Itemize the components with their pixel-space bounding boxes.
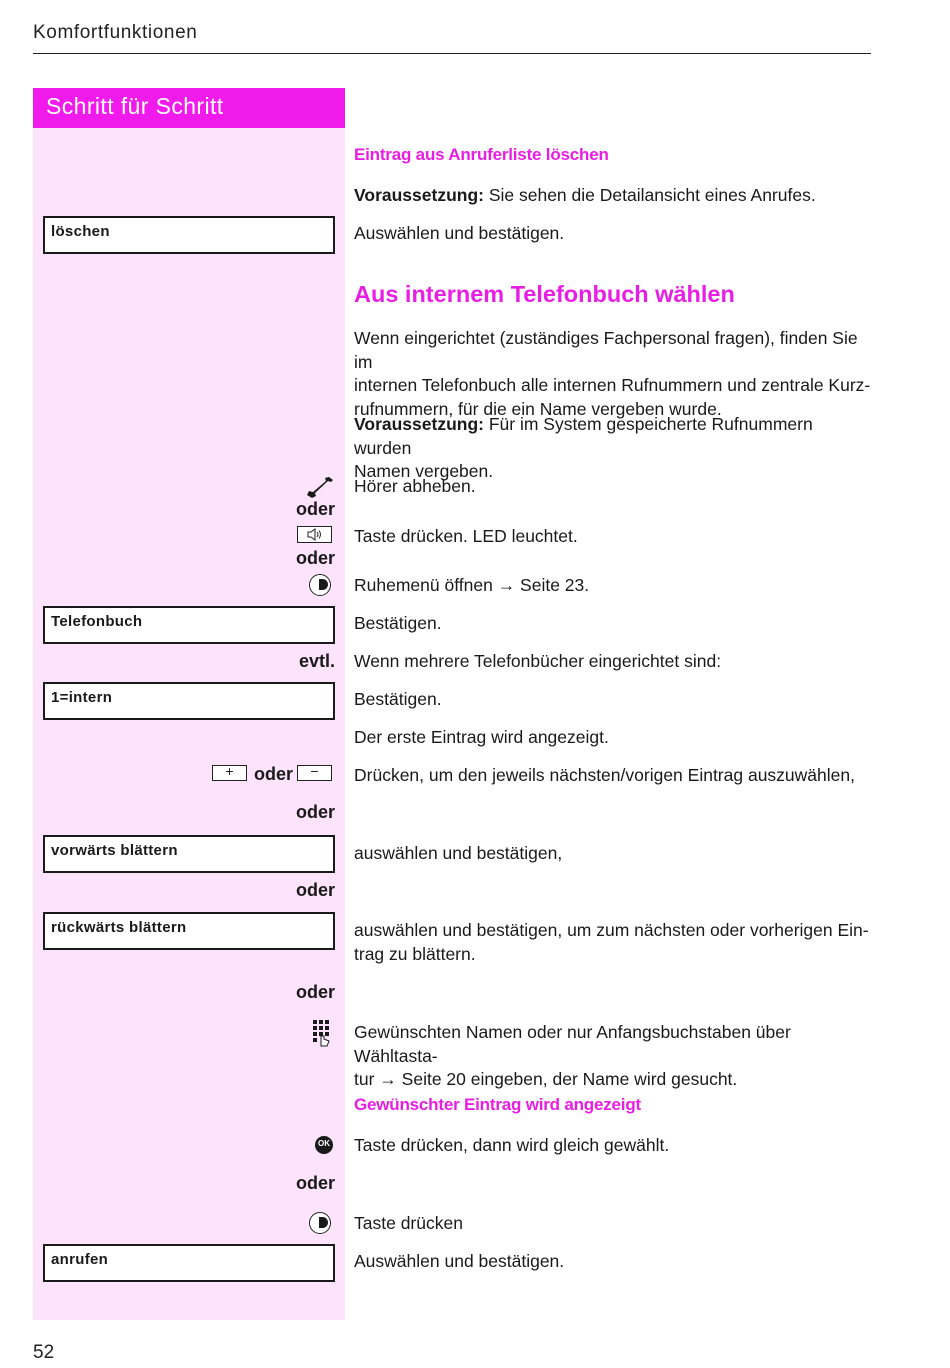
arrow-icon: → bbox=[497, 575, 516, 595]
speaker-key-icon bbox=[297, 526, 332, 543]
step-text: Auswählen und bestätigen. bbox=[354, 1251, 565, 1271]
intro-line: Wenn eingerichtet (zuständiges Fachpersonal fragen), finden Sie im bbox=[354, 328, 858, 372]
step-text-line: auswählen und bestätigen, um zum nächsten oder vorherigen Ein- bbox=[354, 920, 869, 940]
minus-key-icon bbox=[297, 765, 332, 781]
display-option-telefonbuch[interactable] bbox=[43, 606, 335, 644]
menu-key-icon bbox=[309, 1212, 331, 1234]
step-text bbox=[354, 574, 874, 598]
sidebar-title: Schritt für Schritt bbox=[46, 93, 224, 119]
section-heading-phonebook: Aus internem Telefonbuch wählen bbox=[354, 281, 735, 307]
step-text-line: Gewünschten Namen oder nur Anfangsbuchstaben über Wähltasta- bbox=[354, 1022, 791, 1066]
running-header: Komfortfunktionen bbox=[33, 22, 198, 43]
key-glyph: − bbox=[310, 763, 319, 779]
step-text: Hörer abheben. bbox=[354, 476, 476, 496]
ok-key-icon bbox=[315, 1136, 333, 1154]
precondition-label: Voraussetzung: bbox=[354, 185, 484, 205]
step-text: Auswählen und bestätigen. bbox=[354, 223, 565, 243]
oder-label: oder bbox=[295, 880, 335, 900]
option-label: 1=intern bbox=[51, 689, 113, 706]
step-text: Taste drücken. LED leuchtet. bbox=[354, 526, 578, 546]
handset-icon bbox=[304, 474, 336, 500]
intro-line: internen Telefonbuch alle internen Rufnummern und zentrale Kurz- bbox=[354, 375, 871, 395]
step-text: Wenn mehrere Telefonbücher eingerichtet sind: bbox=[354, 651, 722, 671]
key-glyph: + bbox=[225, 763, 234, 779]
intro-line: rufnummern, für die ein Name vergeben wurde. bbox=[354, 398, 722, 419]
header-rule bbox=[33, 53, 871, 54]
step-text: Der erste Eintrag wird angezeigt. bbox=[354, 727, 609, 747]
step-text: Taste drücken, dann wird gleich gewählt. bbox=[354, 1135, 670, 1155]
step-text: Bestätigen. bbox=[354, 613, 442, 633]
display-option-intern[interactable] bbox=[43, 682, 335, 720]
precondition-text: Namen vergeben. bbox=[354, 461, 494, 481]
display-option-rueckwaerts[interactable] bbox=[43, 912, 335, 950]
precondition-text: Für im System gespeicherte Rufnummern wurden bbox=[354, 414, 813, 458]
oder-label: oder bbox=[295, 499, 335, 519]
page-number: 52 bbox=[33, 1342, 55, 1363]
intro-paragraph bbox=[354, 327, 874, 421]
step-text bbox=[354, 919, 874, 966]
option-label: anrufen bbox=[51, 1251, 109, 1268]
step-text-line: trag zu blättern. bbox=[354, 943, 476, 964]
option-label: vorwärts blättern bbox=[51, 842, 178, 859]
step-text bbox=[354, 1021, 874, 1092]
display-option-loeschen[interactable] bbox=[43, 216, 335, 254]
page-reference-link[interactable]: Seite 20 eingeben, der Name wird gesucht. bbox=[396, 1069, 738, 1089]
option-label: rückwärts blättern bbox=[51, 919, 187, 936]
step-text: Taste drücken bbox=[354, 1213, 463, 1233]
option-label: löschen bbox=[51, 223, 110, 240]
plus-key-icon bbox=[212, 765, 247, 781]
oder-label: oder bbox=[295, 1173, 335, 1193]
evtl-label: evtl. bbox=[298, 651, 335, 671]
precondition-1 bbox=[354, 184, 874, 208]
oder-label: oder bbox=[254, 764, 294, 784]
page-reference-link[interactable]: Seite 23. bbox=[515, 575, 590, 595]
oder-label: oder bbox=[295, 802, 335, 822]
step-text: auswählen und bestätigen, bbox=[354, 843, 563, 863]
section-heading-delete: Eintrag aus Anruferliste löschen bbox=[354, 145, 609, 164]
option-label: Telefonbuch bbox=[51, 613, 143, 630]
keypad-icon bbox=[312, 1019, 334, 1049]
step-text-part: tur bbox=[354, 1069, 380, 1089]
display-option-vorwaerts[interactable] bbox=[43, 835, 335, 873]
arrow-icon: → bbox=[379, 1069, 397, 1089]
key-glyph: OK bbox=[318, 1139, 330, 1148]
oder-label: oder bbox=[295, 548, 335, 568]
menu-key-icon bbox=[309, 574, 331, 596]
precondition-label: Voraussetzung: bbox=[354, 414, 484, 434]
section-heading-entry-shown: Gewünschter Eintrag wird angezeigt bbox=[354, 1095, 641, 1114]
oder-label: oder bbox=[295, 982, 335, 1002]
step-text: Bestätigen. bbox=[354, 689, 442, 709]
step-text-part: Ruhemenü öffnen bbox=[354, 575, 498, 595]
precondition-text: Sie sehen die Detailansicht eines Anrufes. bbox=[483, 185, 816, 205]
display-option-anrufen[interactable] bbox=[43, 1244, 335, 1282]
step-text: Drücken, um den jeweils nächsten/vorigen Eintrag auszuwählen, bbox=[354, 765, 855, 785]
precondition-2 bbox=[354, 413, 874, 484]
